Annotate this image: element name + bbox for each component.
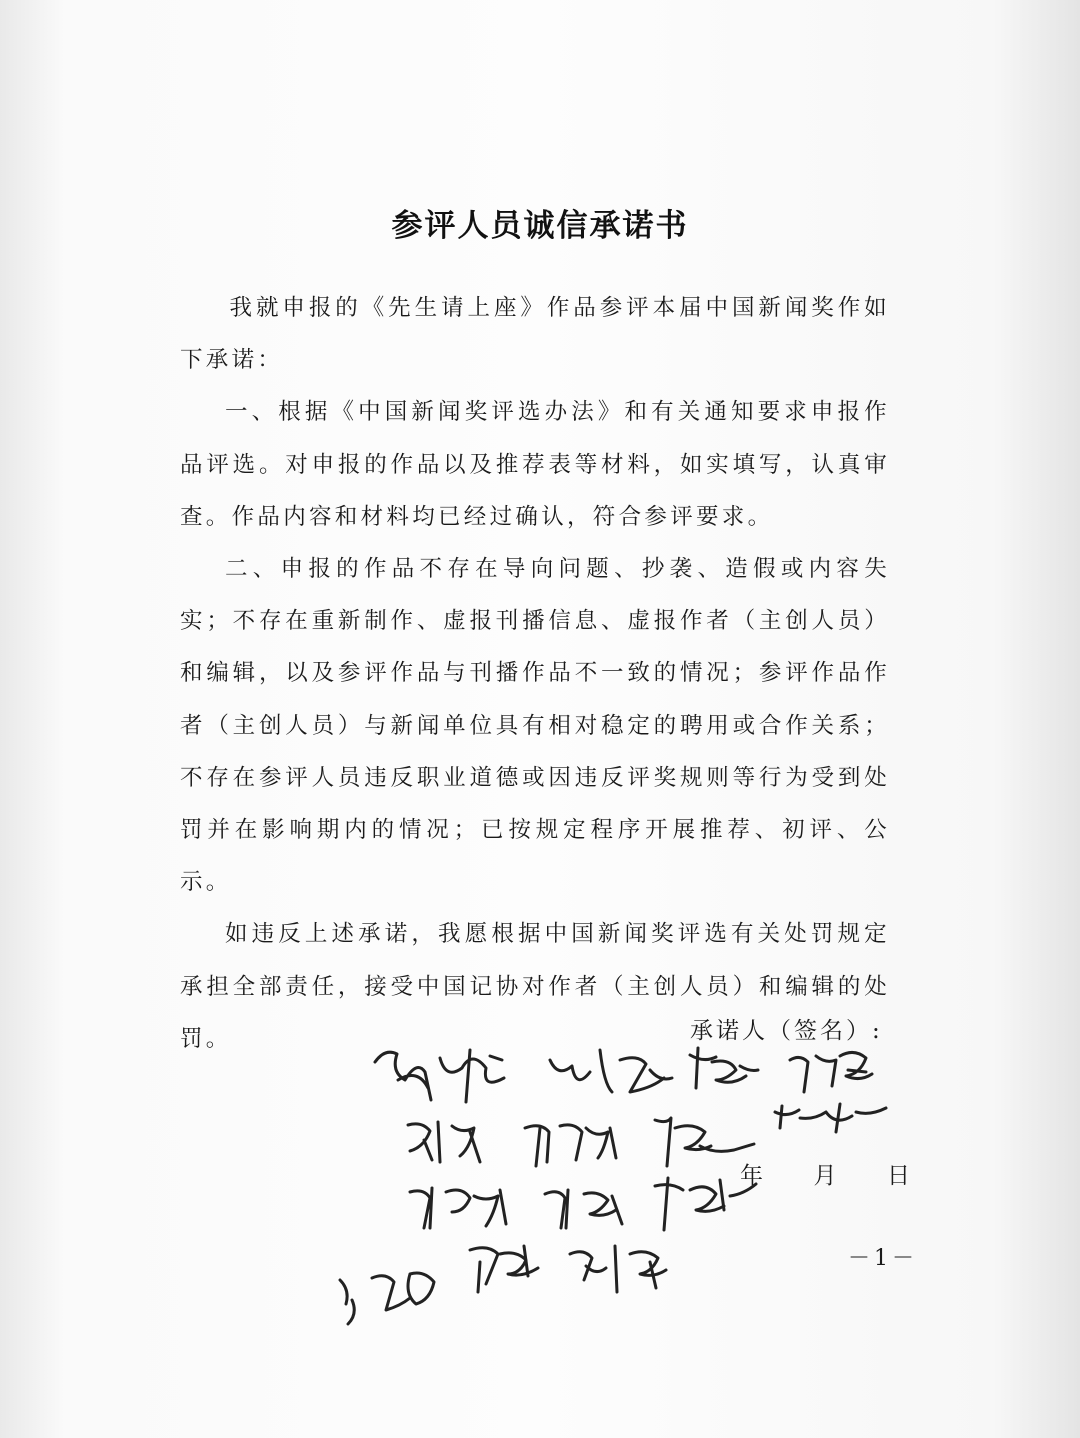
signature-4: [790, 1052, 872, 1092]
signature-1: [375, 1050, 504, 1102]
pledger-signature-label: 承诺人（签名）:: [690, 1018, 883, 1044]
signature-6: [525, 1125, 616, 1166]
signature-7: [655, 1118, 754, 1166]
date-day-label: 日: [887, 1163, 910, 1189]
document-title: 参评人员诚信承诺书: [391, 208, 689, 244]
signature-8: [775, 1104, 886, 1132]
signature-10: [545, 1190, 622, 1228]
page-number: －1－: [848, 1246, 918, 1271]
date-month-label: 月: [813, 1163, 837, 1189]
date-year-label: 年: [740, 1163, 763, 1189]
signature-5: [408, 1122, 480, 1162]
signature-14: [570, 1246, 666, 1292]
intro-paragraph: 我就申报的《先生请上座》作品参评本届中国新闻奖作如下承诺：: [180, 295, 890, 374]
signature-13: [470, 1246, 538, 1292]
signature-9: [410, 1188, 506, 1228]
pledge-item-1: 一、根据《中国新闻奖评选办法》和有关通知要求申报作品评选。对申报的作品以及推荐表等材料，如实填写，认真审查。作品内容和材料均已经过确认，符合参评要求。: [180, 399, 890, 530]
signature-12: [340, 1273, 434, 1324]
closing-paragraph: 如违反上述承诺，我愿根据中国新闻奖评选有关处罚规定承担全部责任，接受中国记协对作者（主创人员）和编辑的处罚。: [180, 921, 890, 1052]
signature-3: [690, 1048, 758, 1088]
signature-11: [655, 1178, 756, 1230]
pledge-item-2: 二、申报的作品不存在导向问题、抄袭、造假或内容失实；不存在重新制作、虚报刊播信息、虚报作者（主创人员）和编辑，以及参评作品与刊播作品不一致的情况；参评作品作者（主创人员）与新闻单位具有相对稳定的聘用或合作关系；不存在参评人员违反职业道德或因违反评奖规则等行为受到处罚并在影响期内的情况；已按规定程序开展推荐、初评、公示。: [180, 556, 890, 896]
signature-2: [550, 1050, 672, 1092]
